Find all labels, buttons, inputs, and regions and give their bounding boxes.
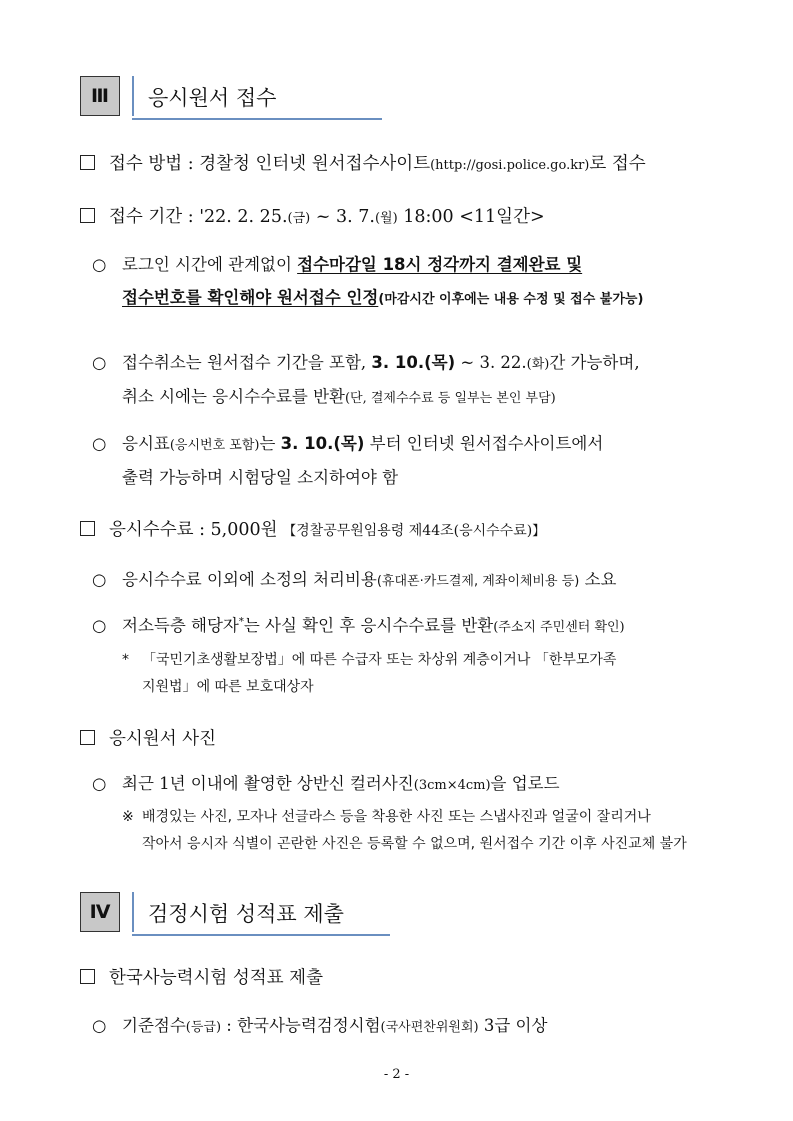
emphasis-date: 3. 10.(목) — [280, 434, 365, 453]
circle-bullet-icon: ○ — [92, 1016, 107, 1035]
bullet-criteria — [92, 1012, 547, 1036]
bullet-text: 출력 가능하며 시험당일 소지하여야 함 — [122, 468, 399, 487]
item-method — [80, 150, 646, 175]
checkbox-square-icon — [80, 730, 95, 745]
bullet-text: 는 사실 확인 후 응시수수료를 반환 — [243, 616, 494, 635]
bullet-note: (단, 결제수수료 등 일부는 본인 부담) — [344, 391, 556, 406]
item-text: 로 접수 — [589, 154, 646, 174]
bullet-text: 기준점수 — [122, 1016, 186, 1035]
photo-note-line-2 — [142, 833, 687, 853]
bullet-text: 최근 1년 이내에 촬영한 상반신 컬러사진 — [122, 774, 414, 793]
circle-bullet-icon: ○ — [92, 434, 107, 453]
bullet-text: 응시수수료 이외에 소정의 처리비용 — [122, 570, 377, 589]
section-number-box: Ⅲ — [80, 76, 120, 116]
footnote-line-2 — [142, 676, 314, 696]
item-fee — [80, 516, 545, 541]
bullet-ticket-cont — [122, 464, 398, 488]
bullet-note: (응시번호 포함) — [169, 438, 260, 453]
note-text: 배경있는 사진, 모자나 선글라스 등을 착용한 사진 또는 스냅사진과 얼굴이 잘리거나 — [142, 809, 651, 825]
footnote-mark: * — [122, 652, 129, 668]
bullet-login-cont — [122, 284, 643, 308]
item-period — [80, 203, 545, 228]
item-text: '22. 2. 25. — [199, 207, 288, 227]
weekday: (화) — [526, 357, 550, 372]
bullet-cancel — [92, 349, 640, 373]
bullet-text: 응시표 — [122, 434, 170, 453]
photo-note-line-1 — [122, 806, 651, 826]
section-title: 검정시험 성적표 제출 — [148, 902, 344, 926]
bullet-note: (휴대폰·카드결제, 계좌이체비용 등) — [376, 574, 580, 589]
site-url: (http://gosi.police.go.kr) — [430, 158, 590, 173]
footnote-text: 「국민기초생활보장법」에 따른 수급자 또는 차상위 계층이거나 「한부모가족 — [142, 652, 617, 668]
bullet-text: ~ 3. 22. — [455, 353, 527, 372]
bullet-other-fee — [92, 566, 616, 590]
bullet-text: : 한국사능력검정시험 — [221, 1016, 381, 1035]
weekday: (금) — [287, 211, 311, 226]
bullet-text: 을 업로드 — [490, 774, 560, 793]
weekday: (월) — [374, 211, 398, 226]
bullet-low-income — [92, 612, 625, 636]
bullet-note: (등급) — [185, 1020, 222, 1035]
item-label: 한국사능력시험 성적표 제출 — [109, 968, 323, 988]
bullet-text: 접수취소는 원서접수 기간을 포함, — [122, 353, 372, 372]
circle-bullet-icon: ○ — [92, 774, 107, 793]
bullet-note: (마감시간 이후에는 내용 수정 및 접수 불가능) — [378, 292, 644, 307]
item-text: ~ 3. 7. — [310, 207, 375, 227]
circle-bullet-icon: ○ — [92, 255, 107, 274]
bullet-login — [92, 251, 582, 275]
reference-mark-icon: ※ — [122, 809, 134, 825]
bullet-ticket — [92, 430, 603, 454]
section-divider — [132, 76, 134, 116]
photo-size: (3cm×4cm) — [413, 778, 491, 793]
item-label: 접수 방법 : — [109, 154, 200, 174]
bullet-note: (국사편찬위원회) — [380, 1020, 479, 1035]
footnote-line-1 — [122, 649, 616, 669]
item-label: 응시원서 사진 — [109, 729, 216, 749]
bullet-text: 소요 — [579, 570, 617, 589]
item-photo — [80, 725, 216, 750]
section-divider — [132, 892, 134, 932]
legal-reference: 경찰공무원임용령 제44조(응시수수료) — [296, 523, 533, 539]
checkbox-square-icon — [80, 155, 95, 170]
bullet-text: 부터 인터넷 원서접수사이트에서 — [364, 434, 604, 453]
circle-bullet-icon: ○ — [92, 353, 107, 372]
bullet-text: 3급 이상 — [478, 1016, 548, 1035]
footnote-text: 지원법」에 따른 보호대상자 — [142, 679, 314, 695]
bullet-photo — [92, 770, 560, 794]
checkbox-square-icon — [80, 208, 95, 223]
section-title: 응시원서 접수 — [148, 86, 277, 110]
item-korean-history — [80, 964, 323, 989]
bullet-text: 는 — [259, 434, 281, 453]
item-text: 경찰청 인터넷 원서접수사이트 — [199, 154, 431, 174]
bullet-text: 저소득층 해당자 — [122, 616, 239, 635]
note-text: 작아서 응시자 식별이 곤란한 사진은 등록할 수 없으며, 원서접수 기간 이후 사진교체 불가 — [142, 836, 687, 852]
circle-bullet-icon: ○ — [92, 570, 107, 589]
checkbox-square-icon — [80, 521, 95, 536]
section-underline — [132, 934, 390, 936]
bullet-cancel-cont — [122, 383, 556, 407]
section-underline — [132, 118, 382, 120]
item-text: 18:00 <11일간> — [397, 207, 545, 227]
bullet-text: 간 가능하며, — [549, 353, 640, 372]
footnote-mark: * — [238, 616, 244, 628]
section-number-box: Ⅳ — [80, 892, 120, 932]
bracket-mark: 】 — [532, 524, 546, 539]
bullet-text: 취소 시에는 응시수수료를 반환 — [122, 387, 345, 406]
item-label: 접수 기간 : — [109, 207, 200, 227]
page-number: - 2 - — [383, 1067, 410, 1082]
emphasis-date: 3. 10.(목) — [371, 353, 456, 372]
checkbox-square-icon — [80, 969, 95, 984]
bullet-text: 로그인 시간에 관계없이 — [122, 255, 298, 274]
item-label: 응시수수료 : 5,000원 — [109, 520, 284, 540]
bracket-mark: 【 — [283, 524, 297, 539]
bullet-note: (주소지 주민센터 확인) — [493, 620, 625, 635]
circle-bullet-icon: ○ — [92, 616, 107, 635]
emphasis-text: 접수번호를 확인해야 원서접수 인정 — [122, 288, 379, 307]
emphasis-text: 접수마감일 18시 정각까지 결제완료 및 — [297, 255, 583, 274]
